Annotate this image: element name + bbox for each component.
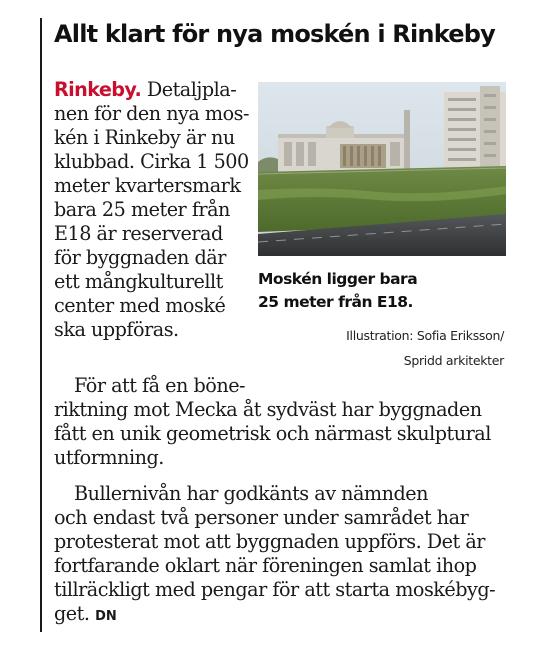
article-line: center med moské xyxy=(54,294,226,317)
article-line: get. DN xyxy=(54,602,117,625)
article-line: klubbad. Cirka 1 500 xyxy=(54,150,249,173)
mosque-illustration xyxy=(258,82,506,256)
article-line: ska uppföras. xyxy=(54,318,179,341)
article-column-text xyxy=(54,78,249,342)
article-line: fått en unik geometrisk och närmast skulptural xyxy=(54,422,491,445)
article-line: utformning. xyxy=(54,446,164,469)
article-line: riktning mot Mecka åt sydväst har byggnaden xyxy=(54,398,482,421)
article-line: E18 är reserverad xyxy=(54,222,223,245)
article-line: protesterat mot att byggnaden uppförs. Det är xyxy=(54,530,485,553)
article-line: Bullernivån har godkänts av nämnden xyxy=(74,482,428,505)
photo-caption: Moskén ligger bara 25 meter från E18. xyxy=(258,270,418,311)
article-paragraph-3 xyxy=(54,482,495,626)
column-rule xyxy=(40,18,42,632)
article-line: kén i Rinkeby är nu xyxy=(54,126,235,149)
article-line: tillräckligt med pengar för att starta moskébyg- xyxy=(54,578,496,601)
byline-signature: DN xyxy=(95,609,117,624)
article-line: och endast två personer under samrådet har xyxy=(54,506,469,529)
article-line: För att få en böne- xyxy=(74,374,246,397)
headline: Allt klart för nya moskén i Rinkeby xyxy=(54,20,495,48)
article-line: meter kvartersmark xyxy=(54,174,241,197)
article-line: ett mångkulturellt xyxy=(54,270,223,293)
article-line: bara 25 meter från xyxy=(54,198,230,221)
article-paragraph-2 xyxy=(54,374,491,470)
apartment-block xyxy=(444,86,506,178)
article-line: nen för den nya mos- xyxy=(54,102,250,125)
article-line: Rinkeby. Detaljpla- xyxy=(54,78,237,101)
article-line: fortfarande oklart när föreningen samlat ihop xyxy=(54,554,477,577)
kicker-place: Rinkeby. xyxy=(54,78,142,101)
article-line: för byggnaden där xyxy=(54,246,226,269)
photo-credit: Illustration: Sofia Eriksson/ Spridd arkitekter xyxy=(346,328,504,368)
